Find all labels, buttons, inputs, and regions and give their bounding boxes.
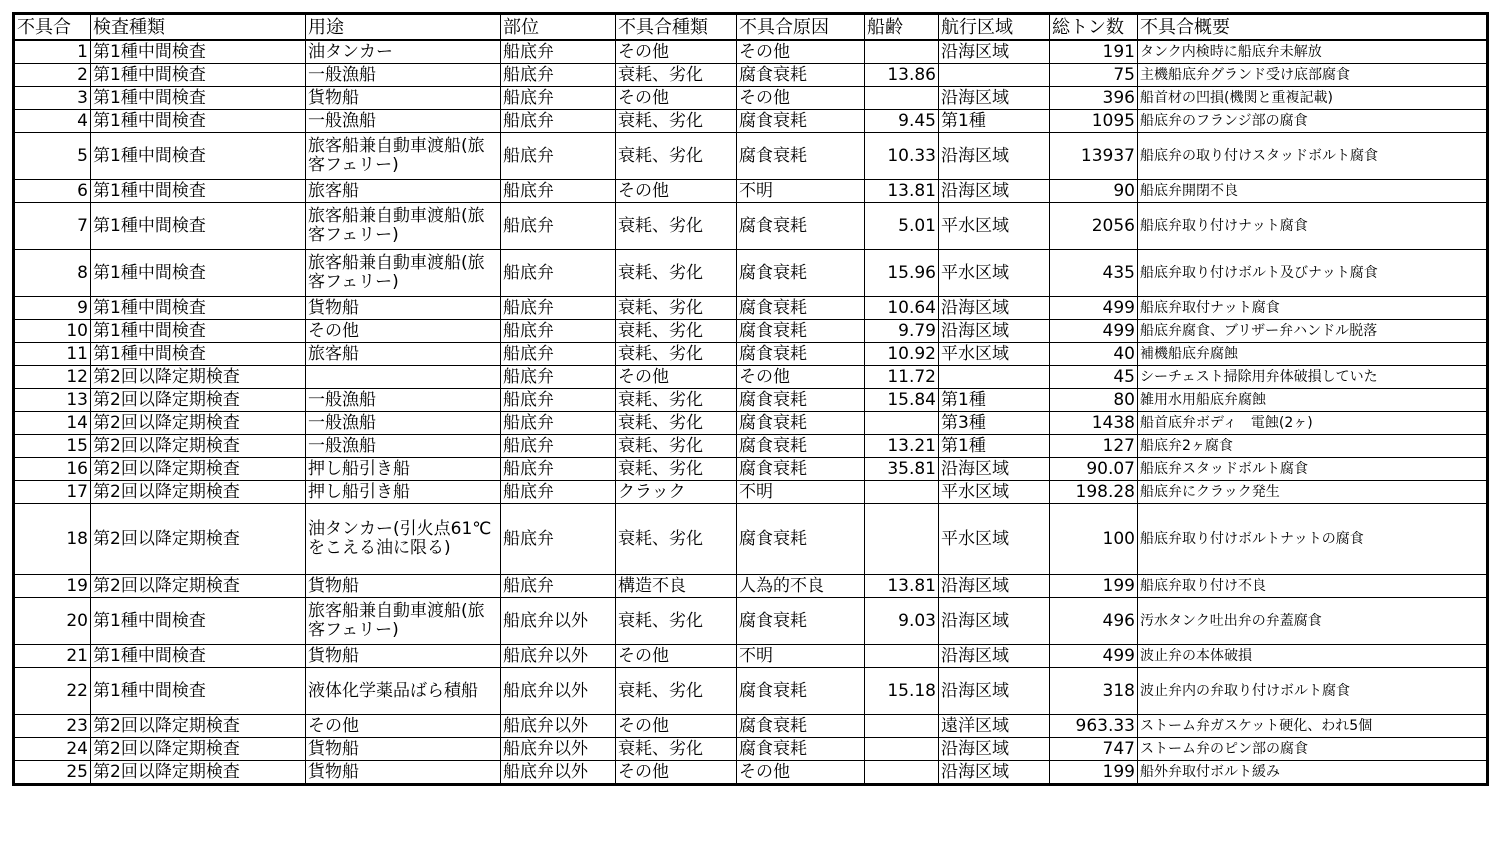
cell-navigation-area: 平水区域	[939, 481, 1050, 504]
cell-ship-use: 一般漁船	[306, 412, 501, 435]
cell-ship-use: 貨物船	[306, 645, 501, 668]
cell-inspection-type: 第2回以降定期検査	[91, 575, 306, 598]
cell-ship-age	[865, 481, 939, 504]
cell-ship-age: 10.64	[865, 297, 939, 320]
cell-inspection-type: 第2回以降定期検査	[91, 738, 306, 761]
cell-defect-kind: 衰耗、劣化	[616, 320, 737, 343]
cell-defect-kind: 衰耗、劣化	[616, 64, 737, 87]
cell-summary: 船底弁取り付けボルトナットの腐食	[1138, 504, 1488, 575]
header-cell-defect-cause: 不具合原因	[737, 14, 865, 41]
cell-inspection-type: 第1種中間検査	[91, 133, 306, 180]
cell-summary: 船底弁開閉不良	[1138, 180, 1488, 203]
cell-inspection-type: 第1種中間検査	[91, 297, 306, 320]
cell-summary: 波止弁の本体破損	[1138, 645, 1488, 668]
cell-part: 船底弁	[501, 412, 616, 435]
cell-defect-cause: 腐食衰耗	[737, 412, 865, 435]
cell-gross-tonnage: 2056	[1050, 203, 1138, 250]
cell-defect-no: 7	[14, 203, 91, 250]
cell-defect-cause: 腐食衰耗	[737, 110, 865, 133]
cell-defect-no: 3	[14, 87, 91, 110]
cell-defect-no: 5	[14, 133, 91, 180]
table-row	[14, 40, 1488, 64]
table-row	[14, 715, 1488, 738]
cell-summary: 船底弁取付ナット腐食	[1138, 297, 1488, 320]
cell-navigation-area: 平水区域	[939, 250, 1050, 297]
table-row	[14, 250, 1488, 297]
cell-defect-no: 2	[14, 64, 91, 87]
cell-navigation-area: 沿海区域	[939, 738, 1050, 761]
cell-gross-tonnage: 435	[1050, 250, 1138, 297]
header-row	[14, 14, 1488, 41]
header-cell-defect-kind: 不具合種類	[616, 14, 737, 41]
cell-defect-no: 8	[14, 250, 91, 297]
cell-ship-use: 旅客船兼自動車渡船(旅客フェリー)	[306, 250, 501, 297]
cell-summary: 船底弁の取り付けスタッドボルト腐食	[1138, 133, 1488, 180]
cell-navigation-area: 沿海区域	[939, 458, 1050, 481]
cell-ship-use: 貨物船	[306, 297, 501, 320]
cell-gross-tonnage: 80	[1050, 389, 1138, 412]
cell-navigation-area: 第1種	[939, 435, 1050, 458]
cell-summary: 汚水タンク吐出弁の弁蓋腐食	[1138, 598, 1488, 645]
cell-ship-age	[865, 645, 939, 668]
cell-inspection-type: 第2回以降定期検査	[91, 504, 306, 575]
cell-ship-use: 旅客船兼自動車渡船(旅客フェリー)	[306, 133, 501, 180]
cell-summary: 船首底弁ボディ 電蝕(2ヶ)	[1138, 412, 1488, 435]
table-row	[14, 320, 1488, 343]
cell-navigation-area: 沿海区域	[939, 297, 1050, 320]
cell-defect-cause: 腐食衰耗	[737, 389, 865, 412]
cell-summary: ストーム弁のピン部の腐食	[1138, 738, 1488, 761]
cell-inspection-type: 第1種中間検査	[91, 40, 306, 64]
cell-navigation-area: 沿海区域	[939, 180, 1050, 203]
cell-defect-no: 1	[14, 40, 91, 64]
cell-summary: ストーム弁ガスケット硬化、われ5個	[1138, 715, 1488, 738]
cell-summary: 船底弁腐食、ブリザー弁ハンドル脱落	[1138, 320, 1488, 343]
cell-ship-age: 9.03	[865, 598, 939, 645]
cell-inspection-type: 第1種中間検査	[91, 343, 306, 366]
cell-defect-kind: 衰耗、劣化	[616, 250, 737, 297]
cell-navigation-area: 平水区域	[939, 343, 1050, 366]
cell-defect-cause: 腐食衰耗	[737, 297, 865, 320]
cell-defect-kind: 衰耗、劣化	[616, 435, 737, 458]
table-row	[14, 598, 1488, 645]
cell-defect-kind: その他	[616, 180, 737, 203]
cell-ship-use	[306, 366, 501, 389]
cell-part: 船底弁	[501, 343, 616, 366]
header-cell-ship-age: 船齢	[865, 14, 939, 41]
cell-defect-cause: 不明	[737, 645, 865, 668]
cell-ship-use: 一般漁船	[306, 389, 501, 412]
cell-defect-cause: 腐食衰耗	[737, 435, 865, 458]
cell-inspection-type: 第1種中間検査	[91, 320, 306, 343]
cell-ship-use: 一般漁船	[306, 110, 501, 133]
cell-part: 船底弁	[501, 481, 616, 504]
cell-ship-age: 15.84	[865, 389, 939, 412]
cell-ship-age	[865, 504, 939, 575]
cell-inspection-type: 第1種中間検査	[91, 598, 306, 645]
cell-part: 船底弁	[501, 133, 616, 180]
table-row	[14, 458, 1488, 481]
cell-inspection-type: 第2回以降定期検査	[91, 761, 306, 785]
cell-defect-kind: 衰耗、劣化	[616, 738, 737, 761]
table-body	[14, 40, 1488, 785]
cell-defect-no: 12	[14, 366, 91, 389]
cell-navigation-area: 第1種	[939, 389, 1050, 412]
table-row	[14, 668, 1488, 715]
cell-defect-no: 13	[14, 389, 91, 412]
cell-navigation-area: 沿海区域	[939, 320, 1050, 343]
cell-defect-cause: 腐食衰耗	[737, 250, 865, 297]
cell-part: 船底弁	[501, 87, 616, 110]
cell-gross-tonnage: 963.33	[1050, 715, 1138, 738]
defect-table	[12, 12, 1489, 786]
cell-gross-tonnage: 496	[1050, 598, 1138, 645]
cell-ship-use: 旅客船兼自動車渡船(旅客フェリー)	[306, 598, 501, 645]
cell-ship-age: 5.01	[865, 203, 939, 250]
cell-ship-use: 油タンカー	[306, 40, 501, 64]
cell-defect-no: 9	[14, 297, 91, 320]
cell-navigation-area	[939, 366, 1050, 389]
cell-navigation-area: 沿海区域	[939, 575, 1050, 598]
cell-gross-tonnage: 191	[1050, 40, 1138, 64]
cell-defect-no: 14	[14, 412, 91, 435]
cell-part: 船底弁	[501, 435, 616, 458]
cell-navigation-area: 平水区域	[939, 504, 1050, 575]
cell-defect-no: 19	[14, 575, 91, 598]
cell-summary: 船底弁2ヶ腐食	[1138, 435, 1488, 458]
cell-ship-use: 一般漁船	[306, 435, 501, 458]
cell-summary: 雑用水用船底弁腐蝕	[1138, 389, 1488, 412]
cell-gross-tonnage: 499	[1050, 297, 1138, 320]
cell-gross-tonnage: 40	[1050, 343, 1138, 366]
table-row	[14, 645, 1488, 668]
cell-inspection-type: 第1種中間検査	[91, 250, 306, 297]
cell-gross-tonnage: 90	[1050, 180, 1138, 203]
cell-summary: 船底弁スタッドボルト腐食	[1138, 458, 1488, 481]
cell-defect-no: 21	[14, 645, 91, 668]
header-cell-summary: 不具合概要	[1138, 14, 1488, 41]
cell-ship-age	[865, 412, 939, 435]
table-row	[14, 64, 1488, 87]
cell-inspection-type: 第1種中間検査	[91, 668, 306, 715]
cell-defect-kind: 衰耗、劣化	[616, 133, 737, 180]
cell-defect-no: 20	[14, 598, 91, 645]
cell-ship-age: 15.18	[865, 668, 939, 715]
cell-part: 船底弁	[501, 64, 616, 87]
table-row	[14, 87, 1488, 110]
cell-defect-kind: 衰耗、劣化	[616, 343, 737, 366]
cell-defect-cause: 人為的不良	[737, 575, 865, 598]
cell-defect-kind: 衰耗、劣化	[616, 668, 737, 715]
cell-defect-cause: 不明	[737, 481, 865, 504]
cell-defect-cause: その他	[737, 87, 865, 110]
table-row	[14, 412, 1488, 435]
cell-defect-no: 17	[14, 481, 91, 504]
table-row	[14, 575, 1488, 598]
cell-summary: 波止弁内の弁取り付けボルト腐食	[1138, 668, 1488, 715]
cell-gross-tonnage: 318	[1050, 668, 1138, 715]
cell-defect-no: 11	[14, 343, 91, 366]
cell-gross-tonnage: 75	[1050, 64, 1138, 87]
cell-part: 船底弁	[501, 458, 616, 481]
cell-part: 船底弁	[501, 40, 616, 64]
cell-defect-kind: 衰耗、劣化	[616, 110, 737, 133]
cell-ship-age: 35.81	[865, 458, 939, 481]
cell-summary: 船外弁取付ボルト緩み	[1138, 761, 1488, 785]
cell-gross-tonnage: 199	[1050, 761, 1138, 785]
cell-defect-kind: その他	[616, 761, 737, 785]
cell-part: 船底弁	[501, 110, 616, 133]
cell-inspection-type: 第1種中間検査	[91, 645, 306, 668]
cell-navigation-area: 沿海区域	[939, 668, 1050, 715]
cell-gross-tonnage: 100	[1050, 504, 1138, 575]
cell-defect-cause: 腐食衰耗	[737, 133, 865, 180]
cell-defect-cause: 腐食衰耗	[737, 320, 865, 343]
table-row	[14, 389, 1488, 412]
cell-ship-use: 押し船引き船	[306, 458, 501, 481]
cell-inspection-type: 第2回以降定期検査	[91, 458, 306, 481]
cell-ship-use: 貨物船	[306, 575, 501, 598]
cell-ship-age	[865, 738, 939, 761]
cell-inspection-type: 第1種中間検査	[91, 87, 306, 110]
cell-inspection-type: 第1種中間検査	[91, 64, 306, 87]
cell-defect-kind: その他	[616, 87, 737, 110]
cell-defect-no: 18	[14, 504, 91, 575]
cell-part: 船底弁以外	[501, 668, 616, 715]
cell-ship-use: 液体化学薬品ばら積船	[306, 668, 501, 715]
table-row	[14, 761, 1488, 785]
cell-navigation-area	[939, 64, 1050, 87]
cell-gross-tonnage: 1095	[1050, 110, 1138, 133]
cell-part: 船底弁	[501, 250, 616, 297]
cell-navigation-area: 平水区域	[939, 203, 1050, 250]
cell-gross-tonnage: 499	[1050, 320, 1138, 343]
cell-summary: 船底弁取り付けナット腐食	[1138, 203, 1488, 250]
cell-inspection-type: 第2回以降定期検査	[91, 366, 306, 389]
cell-summary: 補機船底弁腐蝕	[1138, 343, 1488, 366]
header-cell-navigation-area: 航行区域	[939, 14, 1050, 41]
table-row	[14, 366, 1488, 389]
cell-defect-no: 15	[14, 435, 91, 458]
cell-navigation-area: 沿海区域	[939, 598, 1050, 645]
cell-ship-age	[865, 87, 939, 110]
cell-ship-age: 13.81	[865, 180, 939, 203]
cell-ship-age: 9.45	[865, 110, 939, 133]
cell-ship-age: 15.96	[865, 250, 939, 297]
header-cell-gross-tonnage: 総トン数	[1050, 14, 1138, 41]
cell-navigation-area: 沿海区域	[939, 645, 1050, 668]
cell-defect-cause: 不明	[737, 180, 865, 203]
cell-summary: 船底弁のフランジ部の腐食	[1138, 110, 1488, 133]
table-row	[14, 180, 1488, 203]
cell-ship-use: 旅客船	[306, 343, 501, 366]
cell-defect-no: 4	[14, 110, 91, 133]
cell-ship-use: 一般漁船	[306, 64, 501, 87]
cell-part: 船底弁以外	[501, 715, 616, 738]
cell-defect-cause: 腐食衰耗	[737, 504, 865, 575]
cell-part: 船底弁以外	[501, 645, 616, 668]
cell-ship-age: 11.72	[865, 366, 939, 389]
header-cell-ship-use: 用途	[306, 14, 501, 41]
cell-defect-kind: 衰耗、劣化	[616, 389, 737, 412]
cell-ship-use: 押し船引き船	[306, 481, 501, 504]
cell-defect-no: 16	[14, 458, 91, 481]
cell-inspection-type: 第2回以降定期検査	[91, 389, 306, 412]
table-row	[14, 343, 1488, 366]
cell-navigation-area: 沿海区域	[939, 133, 1050, 180]
cell-part: 船底弁	[501, 366, 616, 389]
cell-defect-kind: 構造不良	[616, 575, 737, 598]
cell-defect-cause: 腐食衰耗	[737, 203, 865, 250]
cell-defect-kind: その他	[616, 645, 737, 668]
cell-part: 船底弁	[501, 575, 616, 598]
cell-ship-age: 10.33	[865, 133, 939, 180]
cell-inspection-type: 第1種中間検査	[91, 203, 306, 250]
cell-defect-cause: その他	[737, 40, 865, 64]
cell-gross-tonnage: 13937	[1050, 133, 1138, 180]
cell-gross-tonnage: 396	[1050, 87, 1138, 110]
cell-inspection-type: 第1種中間検査	[91, 110, 306, 133]
cell-ship-use: その他	[306, 320, 501, 343]
header-cell-defect-no: 不具合	[14, 14, 91, 41]
cell-gross-tonnage: 198.28	[1050, 481, 1138, 504]
cell-part: 船底弁以外	[501, 598, 616, 645]
cell-part: 船底弁	[501, 180, 616, 203]
cell-summary: 船底弁にクラック発生	[1138, 481, 1488, 504]
cell-navigation-area: 第3種	[939, 412, 1050, 435]
cell-part: 船底弁	[501, 203, 616, 250]
cell-navigation-area: 沿海区域	[939, 761, 1050, 785]
cell-ship-use: 油タンカー(引火点61℃をこえる油に限る)	[306, 504, 501, 575]
cell-defect-cause: 腐食衰耗	[737, 458, 865, 481]
cell-defect-cause: 腐食衰耗	[737, 738, 865, 761]
cell-navigation-area: 沿海区域	[939, 87, 1050, 110]
cell-summary: 船底弁取り付け不良	[1138, 575, 1488, 598]
cell-ship-use: 貨物船	[306, 738, 501, 761]
cell-summary: 船首材の凹損(機関と重複記載)	[1138, 87, 1488, 110]
table-row	[14, 203, 1488, 250]
cell-defect-no: 23	[14, 715, 91, 738]
cell-navigation-area: 遠洋区域	[939, 715, 1050, 738]
header-cell-inspection-type: 検査種類	[91, 14, 306, 41]
cell-defect-no: 6	[14, 180, 91, 203]
cell-inspection-type: 第2回以降定期検査	[91, 435, 306, 458]
cell-ship-age	[865, 761, 939, 785]
cell-inspection-type: 第2回以降定期検査	[91, 715, 306, 738]
cell-ship-age: 13.81	[865, 575, 939, 598]
table-row	[14, 481, 1488, 504]
cell-ship-age: 13.21	[865, 435, 939, 458]
cell-defect-kind: その他	[616, 40, 737, 64]
table-row	[14, 133, 1488, 180]
cell-gross-tonnage: 499	[1050, 645, 1138, 668]
cell-defect-cause: 腐食衰耗	[737, 715, 865, 738]
cell-ship-age	[865, 715, 939, 738]
cell-defect-kind: クラック	[616, 481, 737, 504]
cell-gross-tonnage: 127	[1050, 435, 1138, 458]
cell-defect-cause: 腐食衰耗	[737, 343, 865, 366]
cell-defect-kind: 衰耗、劣化	[616, 598, 737, 645]
cell-part: 船底弁	[501, 389, 616, 412]
cell-inspection-type: 第2回以降定期検査	[91, 412, 306, 435]
cell-ship-age: 9.79	[865, 320, 939, 343]
cell-defect-no: 10	[14, 320, 91, 343]
cell-part: 船底弁	[501, 504, 616, 575]
table-row	[14, 110, 1488, 133]
cell-ship-use: 旅客船兼自動車渡船(旅客フェリー)	[306, 203, 501, 250]
cell-inspection-type: 第2回以降定期検査	[91, 481, 306, 504]
cell-gross-tonnage: 747	[1050, 738, 1138, 761]
cell-defect-no: 24	[14, 738, 91, 761]
table-row	[14, 504, 1488, 575]
cell-summary: シーチェスト掃除用弁体破損していた	[1138, 366, 1488, 389]
cell-inspection-type: 第1種中間検査	[91, 180, 306, 203]
table-row	[14, 297, 1488, 320]
cell-gross-tonnage: 90.07	[1050, 458, 1138, 481]
cell-summary: 主機船底弁グランド受け底部腐食	[1138, 64, 1488, 87]
cell-defect-no: 22	[14, 668, 91, 715]
cell-defect-cause: その他	[737, 761, 865, 785]
cell-defect-kind: 衰耗、劣化	[616, 297, 737, 320]
cell-defect-kind: その他	[616, 366, 737, 389]
table-row	[14, 435, 1488, 458]
cell-ship-use: 旅客船	[306, 180, 501, 203]
cell-defect-no: 25	[14, 761, 91, 785]
cell-defect-kind: 衰耗、劣化	[616, 412, 737, 435]
cell-ship-use: 貨物船	[306, 87, 501, 110]
cell-ship-use: 貨物船	[306, 761, 501, 785]
cell-defect-kind: その他	[616, 715, 737, 738]
cell-ship-use: その他	[306, 715, 501, 738]
cell-part: 船底弁以外	[501, 761, 616, 785]
cell-gross-tonnage: 1438	[1050, 412, 1138, 435]
table-row	[14, 738, 1488, 761]
cell-gross-tonnage: 199	[1050, 575, 1138, 598]
cell-gross-tonnage: 45	[1050, 366, 1138, 389]
cell-summary: 船底弁取り付けボルト及びナット腐食	[1138, 250, 1488, 297]
cell-defect-kind: 衰耗、劣化	[616, 458, 737, 481]
cell-defect-cause: 腐食衰耗	[737, 64, 865, 87]
cell-defect-kind: 衰耗、劣化	[616, 203, 737, 250]
cell-defect-cause: 腐食衰耗	[737, 598, 865, 645]
header-cell-part: 部位	[501, 14, 616, 41]
cell-defect-cause: 腐食衰耗	[737, 668, 865, 715]
cell-navigation-area: 第1種	[939, 110, 1050, 133]
cell-ship-age: 13.86	[865, 64, 939, 87]
cell-defect-cause: その他	[737, 366, 865, 389]
cell-ship-age: 10.92	[865, 343, 939, 366]
cell-part: 船底弁以外	[501, 738, 616, 761]
cell-summary: タンク内検時に船底弁未解放	[1138, 40, 1488, 64]
cell-part: 船底弁	[501, 320, 616, 343]
cell-part: 船底弁	[501, 297, 616, 320]
cell-ship-age	[865, 40, 939, 64]
cell-defect-kind: 衰耗、劣化	[616, 504, 737, 575]
cell-navigation-area: 沿海区域	[939, 40, 1050, 64]
